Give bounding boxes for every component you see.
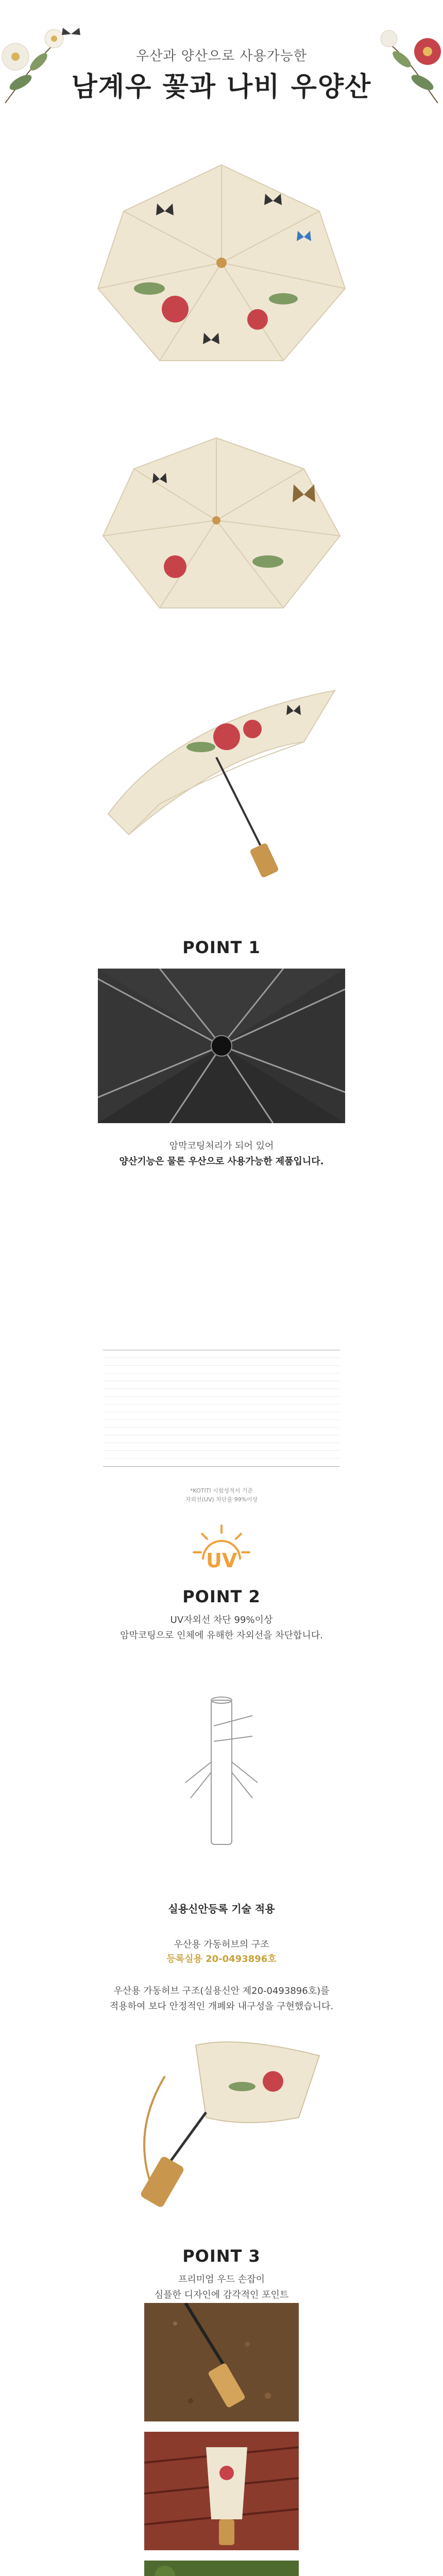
folded-umbrella-image bbox=[103, 2025, 340, 2210]
umbrella-on-grass-photo bbox=[144, 2561, 299, 2576]
point3-heading: POINT 3 bbox=[182, 2246, 261, 2266]
umbrella-side-view-image bbox=[98, 680, 345, 886]
patent-registration-number: 등록실용 20-0493896호 bbox=[166, 1954, 277, 1964]
page-title: 남계우 꽃과 나비 우양산 bbox=[71, 72, 372, 103]
umbrella-on-bench-photo bbox=[144, 2432, 299, 2550]
patent-line1: 우산용 가동허브의 구조 bbox=[174, 1939, 269, 1950]
uv-sun-icon bbox=[191, 1522, 252, 1579]
patent-desc-line1: 우산용 가동허브 구조(실용신안 제20-0493896호)를 bbox=[113, 1986, 330, 1996]
point2-heading: POINT 2 bbox=[182, 1587, 261, 1606]
patent-desc-line2: 적용하여 보다 안정적인 개폐와 내구성을 구현했습니다. bbox=[109, 2001, 334, 2012]
uv-label: UV bbox=[206, 1549, 237, 1572]
point1-desc-line1: 암막코팅처리가 되어 있어 bbox=[169, 1141, 274, 1151]
umbrella-top-view-image bbox=[88, 155, 355, 371]
patent-heading: 실용신안등록 기술 적용 bbox=[168, 1903, 275, 1915]
point2-desc-line1: UV자외선 차단 99%이상 bbox=[170, 1615, 273, 1625]
test-caption-line2: 자외선(UV) 차단율 99%이상 bbox=[185, 1496, 258, 1503]
test-caption-line1: *KOTITI 시험성적서 기준 bbox=[190, 1487, 253, 1494]
point1-desc-line2: 양산기능은 물론 우산으로 사용가능한 제품입니다. bbox=[119, 1156, 324, 1167]
point1-heading: POINT 1 bbox=[182, 938, 261, 957]
hub-structure-diagram bbox=[170, 1695, 273, 1850]
header-butterfly-decoration bbox=[61, 27, 81, 41]
header-subtitle: 우산과 양산으로 사용가능한 bbox=[136, 48, 307, 64]
umbrella-underside-photo bbox=[98, 969, 345, 1123]
test-report-table-image bbox=[103, 1350, 340, 1467]
wood-handle-photo-soil bbox=[144, 2303, 299, 2421]
point2-desc-line2: 암막코팅으로 인체에 유해한 자외선을 차단합니다. bbox=[120, 1630, 323, 1641]
point3-desc-line2: 심플한 디자인에 감각적인 포인트 bbox=[154, 2290, 289, 2300]
point3-desc-line1: 프리미엄 우드 손잡이 bbox=[178, 2274, 265, 2285]
umbrella-angled-view-image bbox=[98, 433, 345, 618]
